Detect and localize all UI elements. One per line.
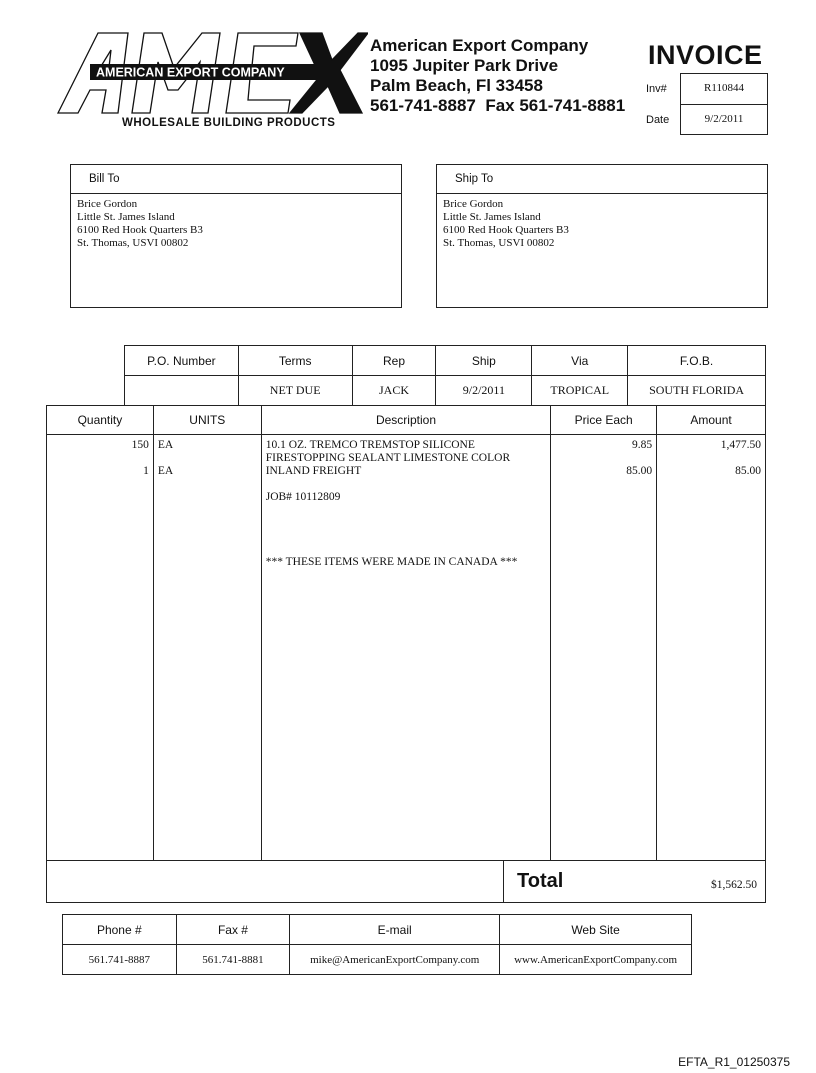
svg-text:AMERICAN EXPORT COMPANY: AMERICAN EXPORT COMPANY — [96, 65, 285, 80]
company-logo — [50, 28, 368, 128]
ship-to-line: 6100 Red Hook Quarters B3 — [443, 224, 569, 236]
via-value: TROPICAL — [532, 376, 628, 406]
document-id: EFTA_R1_01250375 — [678, 1055, 790, 1069]
fob-header: F.O.B. — [628, 346, 766, 376]
units-header: UNITS — [153, 406, 261, 435]
bill-to-line: 6100 Red Hook Quarters B3 — [77, 224, 203, 236]
via-header: Via — [532, 346, 628, 376]
phone-header: Phone # — [63, 915, 177, 945]
company-address — [370, 36, 640, 116]
bill-to-address — [71, 194, 401, 250]
meta-divider — [680, 104, 768, 105]
item-unit: EA — [157, 439, 174, 451]
item-unit: EA — [157, 465, 174, 477]
item-price: 85.00 — [626, 465, 653, 477]
invoice-date: 9/2/2011 — [704, 113, 744, 125]
company-phone-fax: 561-741-8887 Fax 561-741-8881 — [370, 96, 626, 115]
amount-header: Amount — [657, 406, 766, 435]
quantity-header: Quantity — [47, 406, 154, 435]
email-header: E-mail — [290, 915, 500, 945]
total-label: Total — [517, 870, 564, 892]
fob-value: SOUTH FLORIDA — [628, 376, 766, 406]
quantity-column — [47, 435, 154, 861]
ship-to-line: Brice Gordon — [443, 198, 504, 210]
invoice-number: R110844 — [704, 82, 744, 94]
ship-to-line: Little St. James Island — [443, 211, 541, 223]
fax-value: 561.741-8881 — [176, 945, 290, 975]
email-value: mike@AmericanExportCompany.com — [290, 945, 500, 975]
contact-table — [62, 914, 692, 975]
svg-text:WHOLESALE BUILDING PRODUCTS: WHOLESALE BUILDING PRODUCTS — [122, 117, 336, 128]
terms-value: NET DUE — [238, 376, 352, 406]
price-column — [551, 435, 657, 861]
description-column — [261, 435, 551, 861]
ship-header: Ship — [436, 346, 532, 376]
ship-to-box — [436, 164, 768, 308]
inv-label: Inv# — [646, 83, 667, 95]
terms-header: Terms — [238, 346, 352, 376]
rep-value: JACK — [352, 376, 436, 406]
ship-to-line: St. Thomas, USVI 00802 — [443, 237, 555, 249]
job-number: JOB# 10112809 — [265, 491, 341, 503]
fax-header: Fax # — [176, 915, 290, 945]
po-number-value — [125, 376, 239, 406]
company-city: Palm Beach, Fl 33458 — [370, 76, 543, 95]
po-number-header: P.O. Number — [125, 346, 239, 376]
item-amount: 85.00 — [735, 465, 761, 477]
item-desc: 10.1 OZ. TREMCO TREMSTOP SILICONE — [265, 439, 475, 451]
company-street: 1095 Jupiter Park Drive — [370, 56, 559, 75]
website-header: Web Site — [500, 915, 692, 945]
total-value: $1,562.50 — [711, 879, 757, 891]
amount-column — [657, 435, 766, 861]
order-info-table — [124, 345, 766, 406]
total-row — [46, 860, 766, 903]
ship-to-address — [437, 194, 767, 250]
rep-header: Rep — [352, 346, 436, 376]
item-desc: FIRESTOPPING SEALANT LIMESTONE COLOR — [265, 452, 511, 464]
units-column — [153, 435, 261, 861]
ship-value: 9/2/2011 — [436, 376, 532, 406]
item-desc: INLAND FREIGHT — [265, 465, 362, 477]
amex-logo-graphic — [50, 28, 368, 128]
ship-to-label: Ship To — [437, 165, 767, 194]
bill-to-line: Brice Gordon — [77, 198, 138, 210]
bill-to-box — [70, 164, 402, 308]
item-qty: 1 — [143, 465, 149, 477]
date-label: Date — [646, 114, 670, 126]
origin-note: *** THESE ITEMS WERE MADE IN CANADA *** — [265, 556, 518, 568]
items-body-row — [47, 435, 766, 861]
website-value: www.AmericanExportCompany.com — [500, 945, 692, 975]
item-amount: 1,477.50 — [720, 439, 761, 451]
bill-to-label: Bill To — [71, 165, 401, 194]
description-header: Description — [261, 406, 551, 435]
item-qty: 150 — [131, 439, 149, 451]
invoice-title: INVOICE — [648, 40, 763, 70]
item-price: 9.85 — [631, 439, 653, 451]
bill-to-line: Little St. James Island — [77, 211, 175, 223]
total-divider — [503, 861, 504, 902]
company-name: American Export Company — [370, 36, 589, 55]
bill-to-line: St. Thomas, USVI 00802 — [77, 237, 189, 249]
price-each-header: Price Each — [551, 406, 657, 435]
phone-value: 561.741-8887 — [63, 945, 177, 975]
line-items-table — [46, 405, 766, 861]
